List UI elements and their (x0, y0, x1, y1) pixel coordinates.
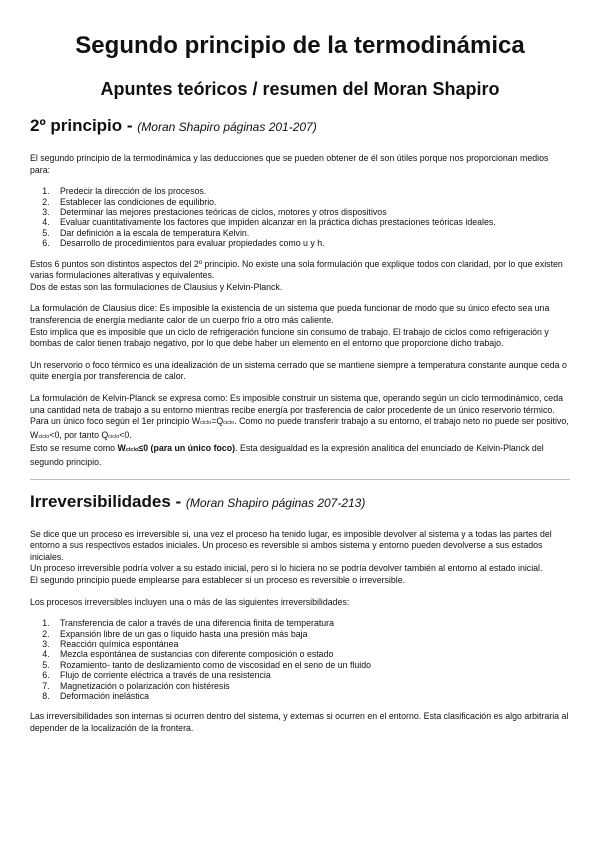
list-item: 2. Establecer las condiciones de equilibrio. (52, 197, 570, 207)
page-title: Segundo principio de la termodinámica (75, 32, 525, 59)
list-item: 1. Predecir la dirección de los procesos. (52, 186, 570, 196)
paragraph: Las irreversibilidades son internas si ocurren dentro del sistema, y externas si ocurren en el entorno. Esta clasificación es algo arbitraria al depender de la localización de la frontera. (30, 711, 569, 733)
list-item: 8. Deformación inelástica (52, 691, 570, 701)
list-item: 5. Rozamiento- tanto de deslizamiento como de viscosidad en el seno de un fluido (52, 660, 570, 670)
paragraph: Estos 6 puntos son distintos aspectos del 2º principio. No existe una sola formulación que explique todos con claridad, por lo que existen varias formulaciones alterativas y equivalentes. (30, 258, 563, 281)
list-item: 1. Transferencia de calor a través de una diferencia finita de temperatura (52, 618, 570, 628)
paragraph: Un reservorio o foco térmico es una idealización de un sistema cerrado que se mantiene siempre a temperatura constante aunque ceda o quite energía por transferencia de calor. (30, 359, 567, 382)
paragraph: La formulación de Clausius dice: Es imposible la existencia de un sistema que pueda funcionar de modo que su único efecto sea una transferencia de energía mediante calor de un cuerpo frío a otro más caliente. (30, 303, 550, 325)
list-item: 5. Dar definición a la escala de temperatura Kelvin. (52, 228, 570, 238)
ordered-list (30, 186, 570, 248)
section-reference: (Moran Shapiro páginas 201-207) (137, 120, 317, 134)
list-item: 3. Reacción química espontánea (52, 639, 570, 649)
ordered-list (30, 618, 570, 701)
page-subtitle: Apuntes teóricos / resumen del Moran Shapiro (100, 79, 500, 99)
list-item: 7. Magnetización o polarización con histéresis (52, 681, 570, 691)
section-heading-text: Irreversibilidades - (30, 491, 186, 511)
section-divider (30, 479, 570, 480)
paragraph: Los procesos irreversibles incluyen una o más de las siguientes irreversibilidades: (30, 596, 350, 607)
paragraph: Un proceso irreversible podría volver a su estado inicial, pero si lo hiciera no se podría devolver también al entorno al estado inicial. (30, 563, 543, 574)
list-item: 4. Mezcla espontánea de sustancias con diferente composición o estado (52, 649, 570, 659)
list-item: 6. Flujo de corriente eléctrica a través de una resistencia (52, 670, 570, 680)
section-reference: (Moran Shapiro páginas 207-213) (185, 495, 366, 510)
list-item: 4. Evaluar cuantitativamente los factores que impiden alcanzar en la práctica dichas prestaciones teóricas ideales. (52, 217, 570, 227)
paragraph: La formulación de Kelvin-Planck se expresa como: Es imposible construir un sistema que, operando según un ciclo termodinámico, ceda una cantidad neta de trabajo a su entorno mientras recibe energía por trasferencia de calor procedente de un único reservorio térmico. (30, 392, 563, 415)
section-heading-text: 2º principio - (30, 116, 138, 135)
paragraph-formula: Para un único foco según el 1er principio Wciclo=Qciclo. Como no puede transferir trabajo a su entorno, el trabajo neto no puede ser positivo, Wciclo<0, por tanto Qciclo<0. (30, 416, 569, 440)
list-item: 3. Determinar las mejores prestaciones teóricas de ciclos, motores y otros dispositivos (52, 207, 570, 217)
paragraph: Se dice que un proceso es irreversible si, una vez el proceso ha tenido lugar, es imposible devolver al sistema y a todas las partes del entorno a sus respectivos estados iniciales. Un proceso es reversible si ambos sistema y entorno pueden devolverse a sus estados iniciales. (30, 528, 552, 562)
section-heading-irreversibilidades (30, 490, 570, 515)
list-item: 6. Desarrollo de procedimientos para evaluar propiedades como u y h. (52, 238, 570, 248)
paragraph-summary: Esto se resume como Wciclo≤0 (para un único foco). Esta desigualdad es la expresión analítica del enunciado de Kelvin-Planck del segundo principio. (30, 443, 544, 467)
section-heading-segundo-principio (30, 114, 570, 139)
paragraph: Dos de estas son las formulaciones de Clausius y Kelvin-Planck. (30, 281, 283, 292)
paragraph: El segundo principio puede emplearse para establecer si un proceso es reversible o irreversible. (30, 574, 406, 585)
paragraph: Esto implica que es imposible que un ciclo de refrigeración funcione sin consumo de trabajo. El trabajo de ciclos como refrigeración y bombas de calor tienen trabajo negativo, por lo que debe haber un elemento en el entorno que proporcione dicho trabajo. (30, 326, 549, 349)
list-item: 2. Expansión libre de un gas o líquido hasta una presión más baja (52, 629, 570, 639)
paragraph: El segundo principio de la termodinámica y las deducciones que se pueden obtener de él son útiles porque nos proporcionan medios para: (30, 153, 549, 175)
